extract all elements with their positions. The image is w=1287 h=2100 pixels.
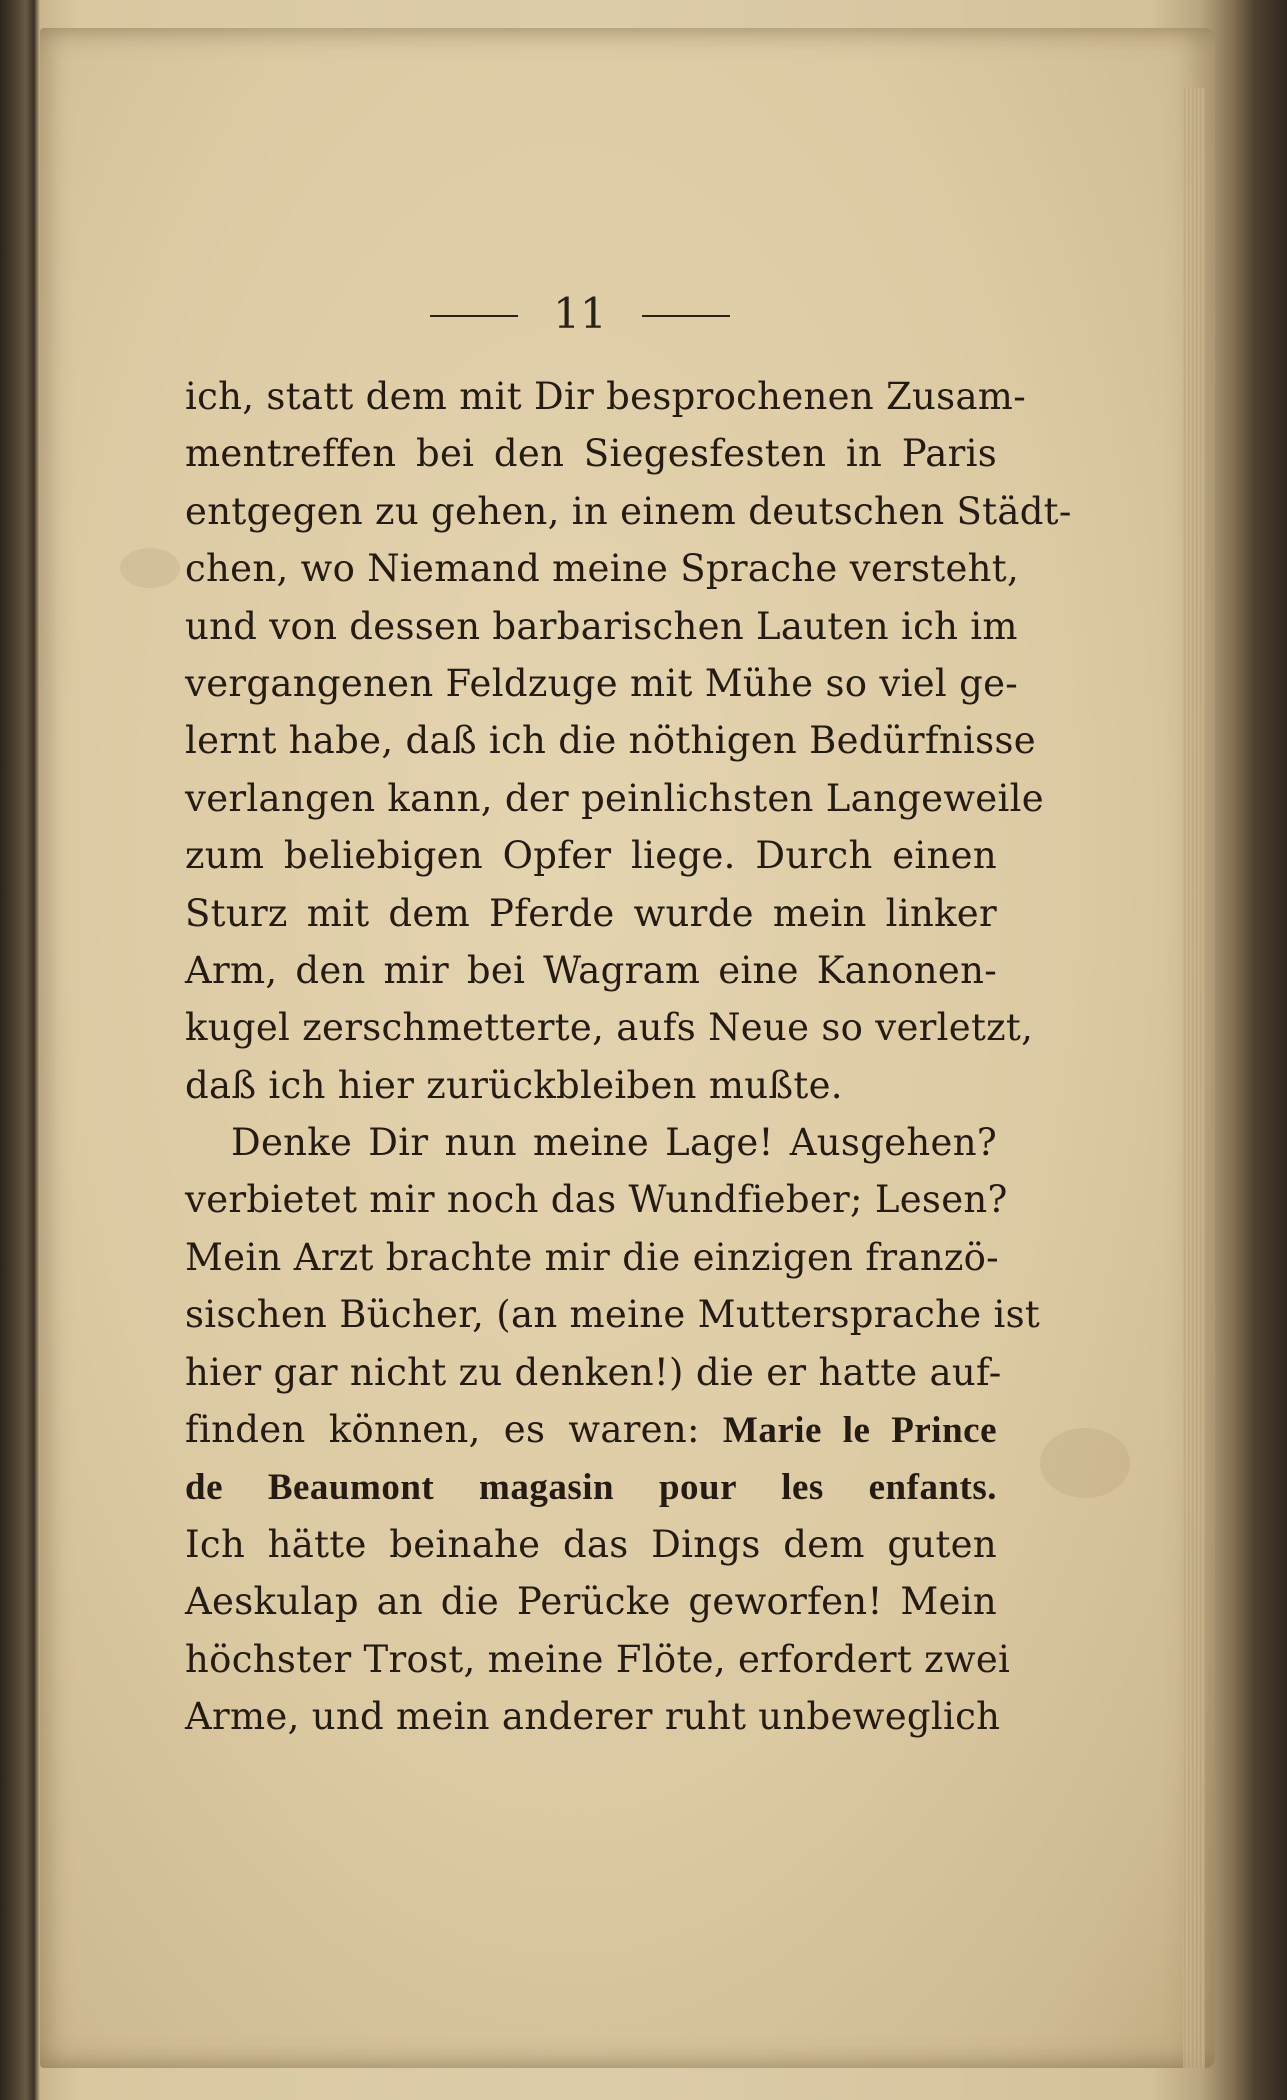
- text-line: verbietet mir noch das Wundfieber; Lesen?: [185, 1178, 1008, 1222]
- text-line: mentreffen bei den Siegesfesten in Paris: [185, 432, 997, 476]
- antiqua-title: Marie le Prince: [722, 1410, 998, 1452]
- body-text: [185, 368, 1072, 1745]
- text-line: höchster Trost, meine Flöte, erfordert zwei: [185, 1637, 1011, 1681]
- paper-stain: [1040, 1428, 1130, 1498]
- text-line: Mein Arzt brachte mir die einzigen franzö-: [185, 1235, 999, 1279]
- paper-stain: [120, 548, 180, 588]
- text-line: daß ich hier zurückbleiben mußte.: [185, 1063, 843, 1107]
- text-line: Denke Dir nun meine Lage! Ausgehen?: [231, 1121, 997, 1165]
- text-line: kugel zerschmetterte, aufs Neue so verletzt,: [185, 1006, 1034, 1050]
- page-edge: [1183, 88, 1205, 2068]
- text-line: Arm, den mir bei Wagram eine Kanonen-: [185, 948, 997, 992]
- antiqua-title: de Beaumont magasin pour les enfants.: [185, 1467, 997, 1509]
- header-rule-right: [642, 315, 730, 317]
- text-line: zum beliebigen Opfer liege. Durch einen: [185, 834, 997, 878]
- text-line: lernt habe, daß ich die nöthigen Bedürfnisse: [185, 719, 1036, 763]
- text-line: Sturz mit dem Pferde wurde mein linker: [185, 891, 997, 935]
- text-line: verlangen kann, der peinlichsten Langeweile: [185, 776, 1044, 820]
- text-line: chen, wo Niemand meine Sprache versteht,: [185, 547, 1020, 591]
- text-line: entgegen zu gehen, in einem deutschen Städt-: [185, 489, 1072, 533]
- text-line: Ich hätte beinahe das Dings dem guten: [185, 1522, 997, 1566]
- text-line: sischen Bücher, (an meine Muttersprache ist: [185, 1293, 1041, 1337]
- page-number: 11: [553, 289, 607, 338]
- text-line-mixed: [185, 1458, 997, 1515]
- text-line-mixed: [185, 1401, 997, 1458]
- text-line: Aeskulap an die Perücke geworfen! Mein: [185, 1580, 997, 1624]
- text-line: hier gar nicht zu denken!) die er hatte auf-: [185, 1350, 1002, 1394]
- page-header: [430, 285, 730, 345]
- text-fragment: finden können, es waren:: [185, 1408, 700, 1452]
- text-line: Arme, und mein anderer ruht unbeweglich: [185, 1694, 1001, 1738]
- text-line: ich, statt dem mit Dir besprochenen Zusam-: [185, 375, 1026, 418]
- text-line: und von dessen barbarischen Lauten ich im: [185, 604, 1018, 648]
- text-line: vergangenen Feldzuge mit Mühe so viel ge-: [185, 661, 1019, 705]
